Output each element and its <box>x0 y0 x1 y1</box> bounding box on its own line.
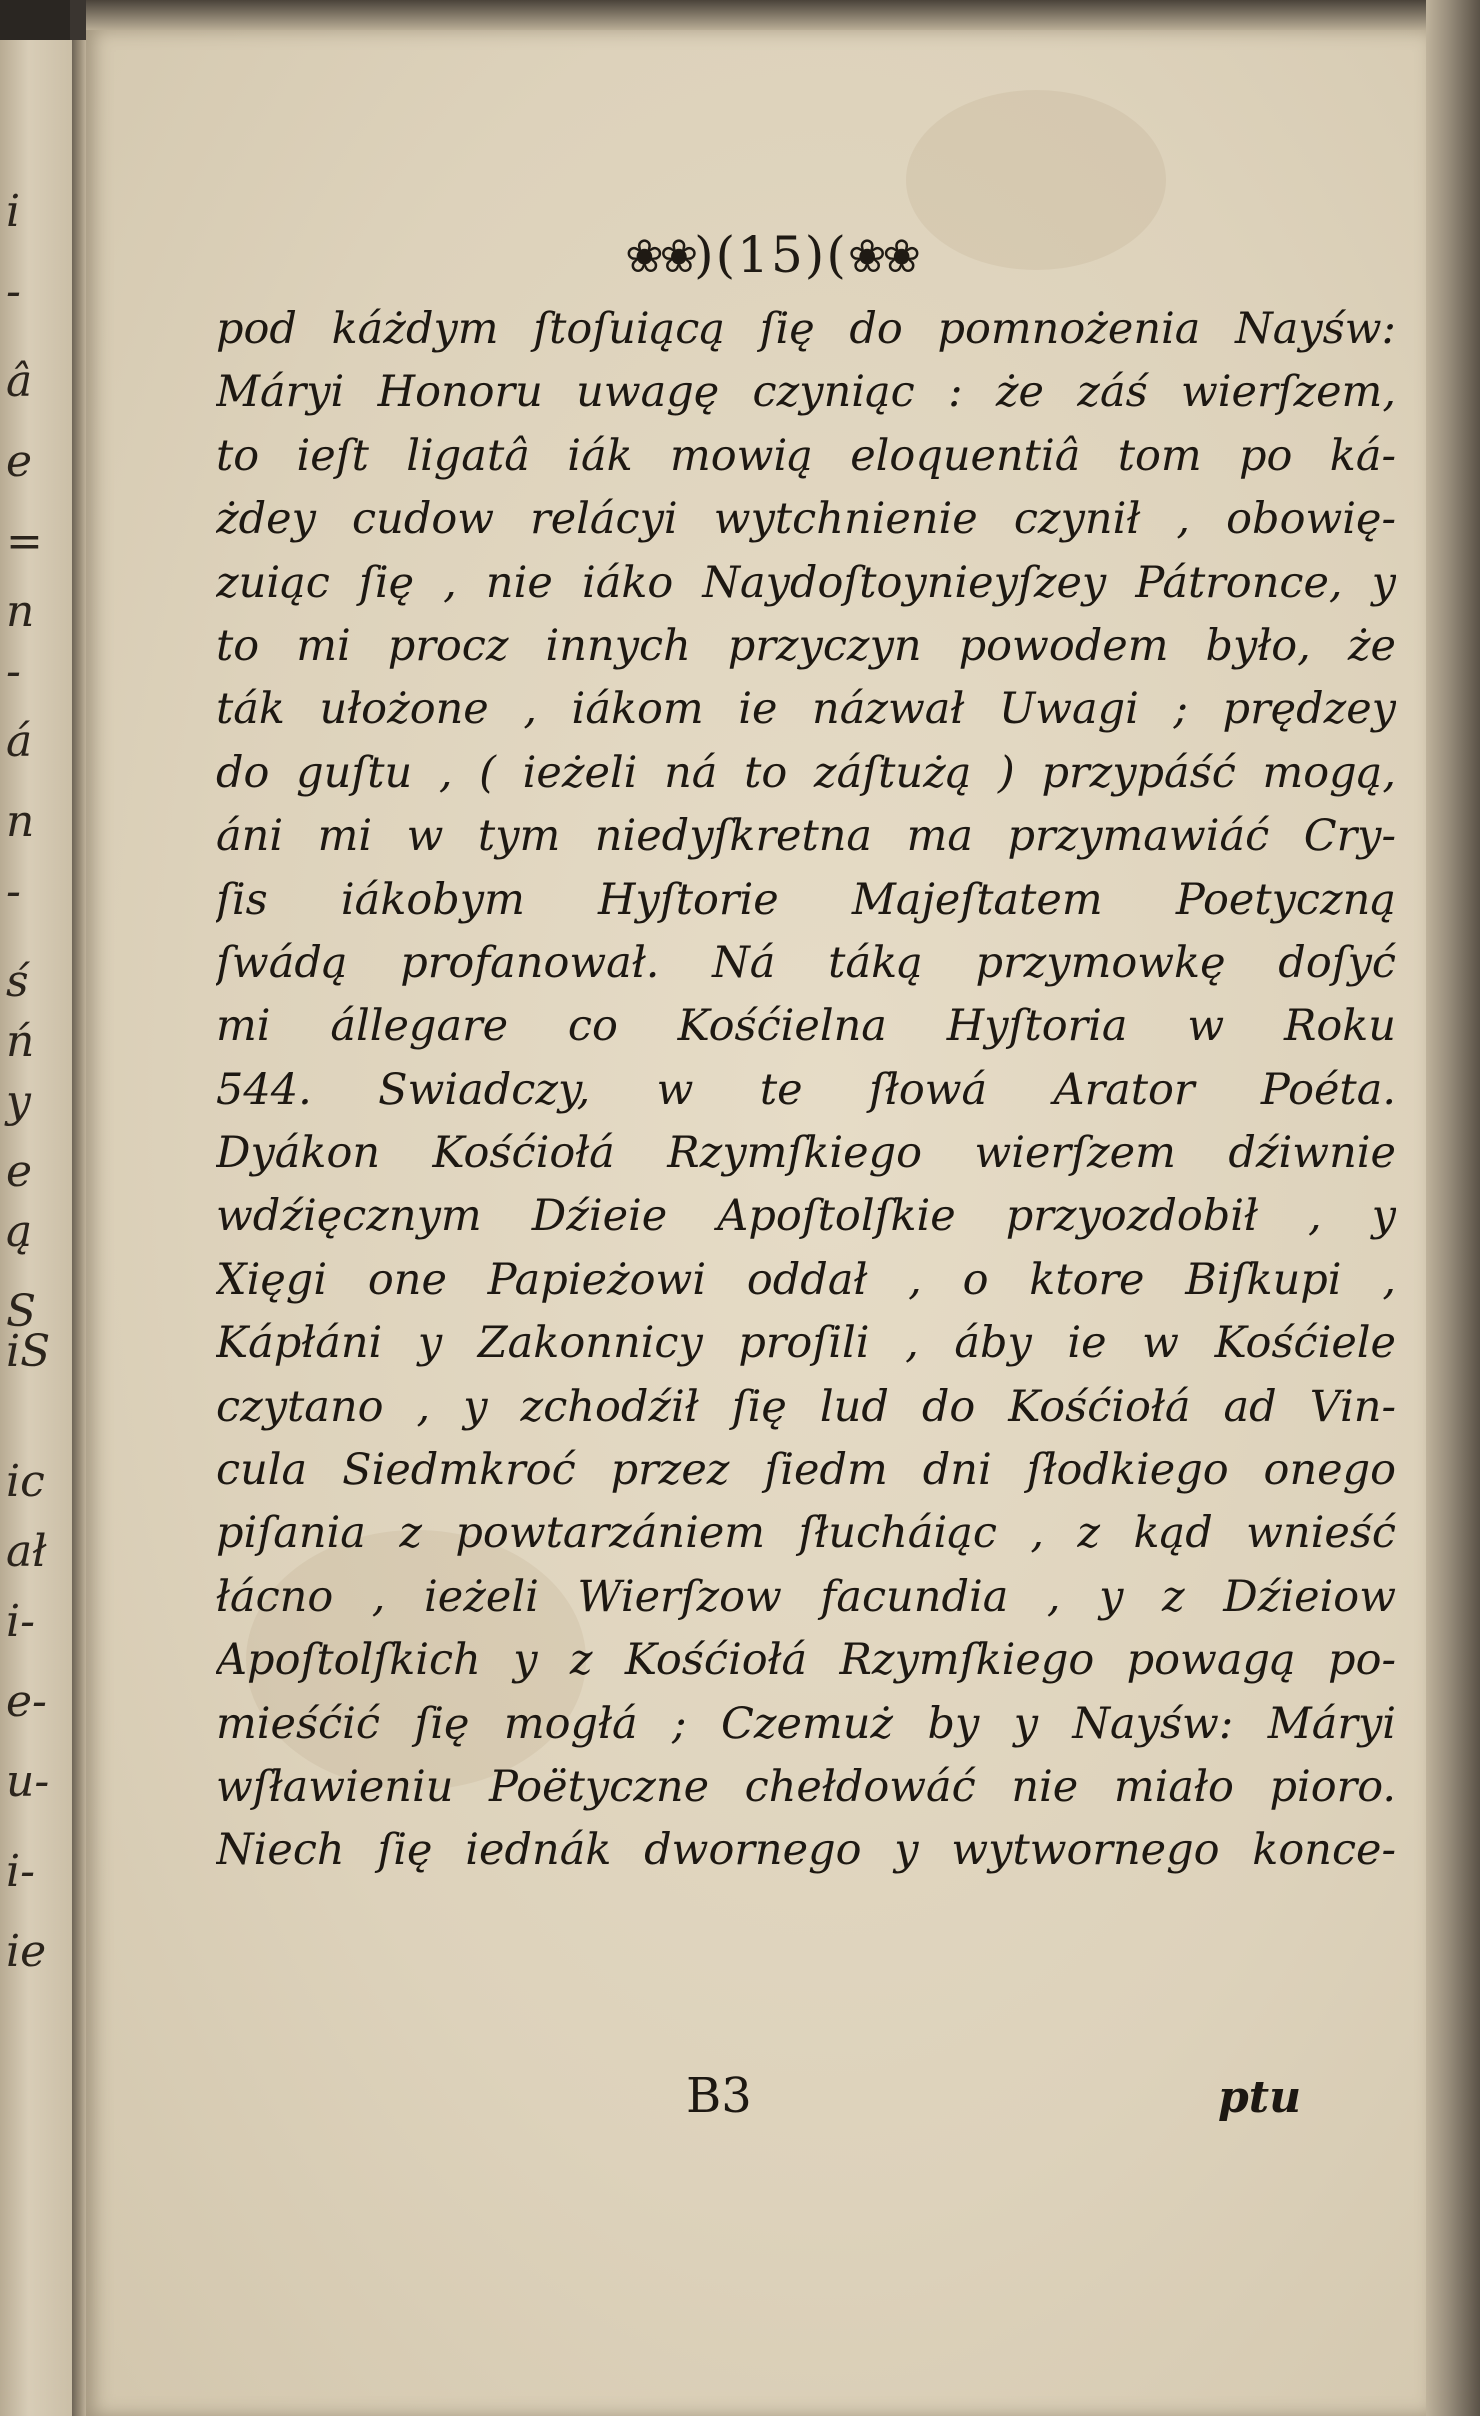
book-page <box>86 30 1426 2416</box>
left-page-fragment: á <box>6 716 33 767</box>
text-line: Niech ſię iednák dwornego y wytwornego konce- <box>216 1825 1396 1876</box>
text-line: żdey cudow relácyi wytchnienie czynił , obowię- <box>216 494 1396 545</box>
left-page-fragment: ie <box>6 1926 47 1977</box>
text-line: Máryi Honoru uwagę czyniąc : że záś wierſzem, <box>216 367 1396 418</box>
text-line: cula Siedmkroć przez ſiedm dni ſłodkiego onego <box>216 1445 1396 1496</box>
text-line: wſławieniu Poëtyczne chełdowáć nie miało pioro. <box>216 1761 1396 1812</box>
left-page-fragment: â <box>6 356 33 407</box>
left-page-fragment: e <box>6 436 33 487</box>
left-page-fragment: y <box>6 1076 31 1127</box>
text-line: áni mi w tym niedyſkretna ma przymawiáć Cry- <box>216 811 1396 862</box>
text-line: Dyákon Kośćiołá Rzymſkiego wierſzem dźiwnie <box>216 1128 1396 1179</box>
binding-gutter <box>72 40 86 2416</box>
text-line: wdźięcznym Dźieie Apoſtolſkie przyozdobił , y <box>216 1191 1396 1242</box>
left-page-fragment: = <box>6 516 43 567</box>
left-page-fragment: e- <box>6 1676 47 1727</box>
left-page-fragment: ic <box>6 1456 45 1507</box>
text-line: 544. Swiadczy, w te ſłowá Arator Poéta. <box>216 1064 1396 1115</box>
text-line: do guſtu , ( ieżeli ná to záſtużą ) przypáść mogą, <box>216 747 1396 798</box>
signature-mark: B3 <box>686 2068 752 2124</box>
page-number: )(15)( <box>694 226 848 284</box>
left-page-fragment: n <box>6 586 35 637</box>
left-page-fragment: - <box>6 866 21 917</box>
text-line: ſwádą profanował. Ná táką przymowkę doſyć <box>216 937 1396 988</box>
text-line: mieśćić ſię mogłá ; Czemuż by y Nayśw: Máryi <box>216 1698 1396 1749</box>
catchword: ptu <box>1218 2072 1302 2123</box>
text-line: łácno , ieżeli Wierſzow facundia , y z Dźieiow <box>216 1571 1396 1622</box>
text-line: ták ułożone , iákom ie názwał Uwagi ; prędzey <box>216 684 1396 735</box>
text-line: Kápłáni y Zakonnicy proſili , áby ie w Kośćiele <box>216 1318 1396 1369</box>
text-line: to ieſt ligatâ iák mowią eloquentiâ tom po ká- <box>216 430 1396 481</box>
left-page-fragment: - <box>6 646 21 697</box>
left-page-strip <box>0 40 72 2416</box>
ornament-left-icon: ❀❀ <box>625 229 695 283</box>
body-text <box>216 298 1396 1883</box>
left-page-fragment: ał <box>6 1526 47 1577</box>
text-line: piſania z powtarzániem ſłucháiąc , z kąd wnieść <box>216 1508 1396 1559</box>
left-page-fragment: S <box>6 1286 37 1337</box>
text-line: zuiąc ſię , nie iáko Naydoſtoynieyſzey Pátronce, y <box>216 557 1396 608</box>
text-line: czytano , y zchodźił ſię lud do Kośćiołá ad Vin- <box>216 1381 1396 1432</box>
text-line: Apoſtolſkich y z Kośćiołá Rzymſkiego powagą po- <box>216 1635 1396 1686</box>
left-page-fragment: ś <box>6 956 29 1007</box>
left-page-fragment: u- <box>6 1756 50 1807</box>
text-line: to mi procz innych przyczyn powodem było, że <box>216 620 1396 671</box>
scan-right-edge <box>1426 0 1480 2416</box>
text-line: pod káżdym ſtoſuiącą ſię do pomnożenia Nayśw: <box>216 304 1396 354</box>
page-header <box>86 226 1426 284</box>
left-page-fragment: i- <box>6 1846 35 1897</box>
left-page-fragment: i- <box>6 1596 35 1647</box>
left-page-fragment: - <box>6 266 21 317</box>
text-line: ſis iákobym Hyſtorie Majeſtatem Poetyczną <box>216 874 1396 925</box>
left-page-fragment: iS <box>6 1326 51 1377</box>
page-top-edge <box>86 0 1426 30</box>
text-line: mi állegare co Kośćielna Hyſtoria w Roku <box>216 1001 1396 1052</box>
left-page-fragment: ń <box>6 1016 35 1067</box>
text-line: Xięgi one Papieżowi oddał , o ktore Biſkupi , <box>216 1254 1396 1305</box>
left-page-fragment: e <box>6 1146 33 1197</box>
left-page-fragment: ą <box>6 1206 33 1257</box>
left-page-fragment: i <box>6 186 21 237</box>
left-page-fragment: n <box>6 796 35 847</box>
ornament-right-icon: ❀❀ <box>847 229 917 283</box>
